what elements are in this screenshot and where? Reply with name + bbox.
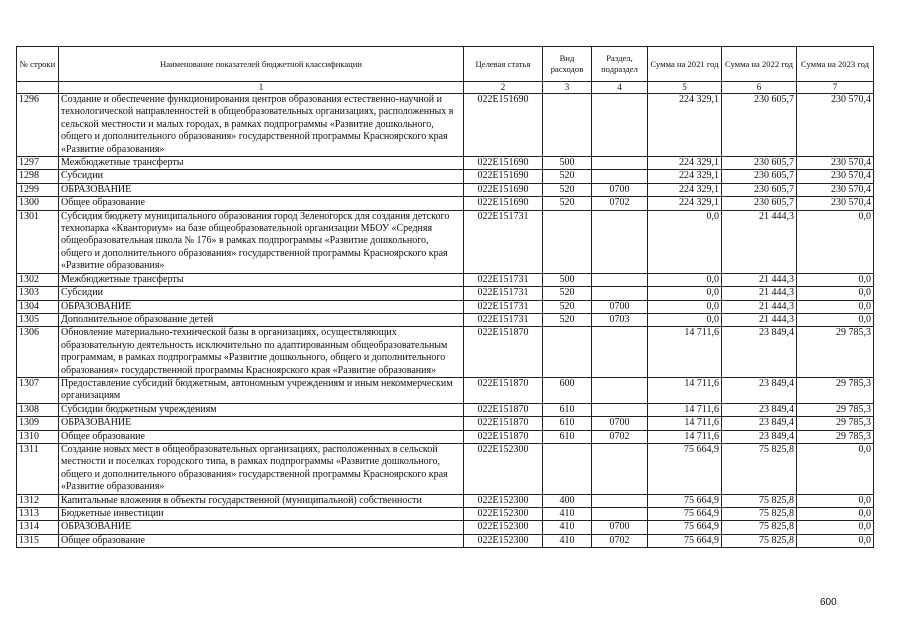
- sum-2022: 75 825,8: [722, 521, 797, 534]
- sum-2022: 230 605,7: [722, 94, 797, 157]
- table-row: [17, 94, 874, 157]
- row-number: 1315: [17, 534, 59, 547]
- indicator-name: Субсидии: [59, 170, 464, 183]
- section-code: [592, 273, 648, 286]
- expense-type: 600: [543, 377, 592, 403]
- section-code: [592, 157, 648, 170]
- indicator-name: ОБРАЗОВАНИЕ: [59, 183, 464, 196]
- expense-type: 410: [543, 508, 592, 521]
- header-section: Раздел, подраздел: [592, 47, 648, 82]
- column-number: 3: [543, 82, 592, 94]
- indicator-name: Субсидии: [59, 287, 464, 300]
- sum-2021: 14 711,6: [648, 403, 722, 416]
- table-row: [17, 300, 874, 313]
- table-row: [17, 377, 874, 403]
- table-row: [17, 157, 874, 170]
- target-article: 022E151690: [464, 157, 543, 170]
- sum-2022: 75 825,8: [722, 494, 797, 507]
- target-article: 022E151870: [464, 430, 543, 443]
- row-number: 1311: [17, 443, 59, 494]
- row-number: 1305: [17, 313, 59, 326]
- sum-2023: 0,0: [797, 287, 874, 300]
- sum-2021: 75 664,9: [648, 508, 722, 521]
- sum-2021: 0,0: [648, 273, 722, 286]
- row-number: 1308: [17, 403, 59, 416]
- header-sum-2023: Сумма на 2023 год: [797, 47, 874, 82]
- sum-2021: 14 711,6: [648, 377, 722, 403]
- column-number-row: [17, 82, 874, 94]
- section-code: 0700: [592, 183, 648, 196]
- sum-2021: 75 664,9: [648, 494, 722, 507]
- table-body: [17, 94, 874, 548]
- sum-2023: 0,0: [797, 300, 874, 313]
- table-row: [17, 443, 874, 494]
- target-article: 022E151731: [464, 273, 543, 286]
- indicator-name: Обновление материально-технической базы в организациях, осуществляющих образовательную деятельность исключительно по адаптированным общеобразовательным программам, в рамках подпрограммы «Развитие дошкольного, общего и дополнительного образования» государственной программы Красноярского края «Развитие образования»: [59, 327, 464, 378]
- expense-type: 520: [543, 313, 592, 326]
- target-article: 022E151731: [464, 300, 543, 313]
- sum-2021: 224 329,1: [648, 197, 722, 210]
- expense-type: 610: [543, 403, 592, 416]
- sum-2021: 0,0: [648, 300, 722, 313]
- header-sum-2022: Сумма на 2022 год: [722, 47, 797, 82]
- row-number: 1310: [17, 430, 59, 443]
- header-sum-2021: Сумма на 2021 год: [648, 47, 722, 82]
- sum-2022: 21 444,3: [722, 313, 797, 326]
- expense-type: 400: [543, 494, 592, 507]
- expense-type: 520: [543, 287, 592, 300]
- sum-2021: 0,0: [648, 210, 722, 273]
- sum-2021: 0,0: [648, 313, 722, 326]
- table-row: [17, 183, 874, 196]
- sum-2023: 0,0: [797, 494, 874, 507]
- column-number: 7: [797, 82, 874, 94]
- section-code: [592, 170, 648, 183]
- sum-2023: 230 570,4: [797, 197, 874, 210]
- budget-table: [16, 46, 874, 548]
- sum-2022: 23 849,4: [722, 430, 797, 443]
- sum-2022: 75 825,8: [722, 508, 797, 521]
- section-code: [592, 494, 648, 507]
- row-number: 1304: [17, 300, 59, 313]
- expense-type: 500: [543, 157, 592, 170]
- section-code: [592, 287, 648, 300]
- expense-type: 610: [543, 417, 592, 430]
- sum-2021: 0,0: [648, 287, 722, 300]
- table-row: [17, 197, 874, 210]
- sum-2023: 0,0: [797, 313, 874, 326]
- section-code: 0703: [592, 313, 648, 326]
- target-article: 022E151690: [464, 183, 543, 196]
- expense-type: [543, 94, 592, 157]
- header-target: Целевая статья: [464, 47, 543, 82]
- sum-2023: 0,0: [797, 521, 874, 534]
- section-code: [592, 508, 648, 521]
- row-number: 1296: [17, 94, 59, 157]
- section-code: 0702: [592, 430, 648, 443]
- target-article: 022E152300: [464, 508, 543, 521]
- sum-2022: 230 605,7: [722, 170, 797, 183]
- sum-2023: 29 785,3: [797, 327, 874, 378]
- table-row: [17, 287, 874, 300]
- target-article: 022E151870: [464, 417, 543, 430]
- target-article: 022E152300: [464, 521, 543, 534]
- sum-2021: 14 711,6: [648, 327, 722, 378]
- table-row: [17, 273, 874, 286]
- expense-type: 500: [543, 273, 592, 286]
- sum-2021: 224 329,1: [648, 170, 722, 183]
- indicator-name: ОБРАЗОВАНИЕ: [59, 521, 464, 534]
- indicator-name: Субсидия бюджету муниципального образования город Зеленогорск для создания детского технопарка «Кванториум» на базе общеобразовательной организации МБОУ «Средняя общеобразовательная школа № 176» в рамках подпрограммы «Развитие дошкольного, общего и дополнительного образования» государственной программы Красноярского края «Развитие образования»: [59, 210, 464, 273]
- target-article: 022E151870: [464, 327, 543, 378]
- sum-2022: 21 444,3: [722, 300, 797, 313]
- indicator-name: Межбюджетные трансферты: [59, 273, 464, 286]
- header-expense-type: Вид расходов: [543, 47, 592, 82]
- section-code: [592, 443, 648, 494]
- sum-2022: 23 849,4: [722, 403, 797, 416]
- target-article: 022E151731: [464, 313, 543, 326]
- table-row: [17, 327, 874, 378]
- sum-2021: 14 711,6: [648, 430, 722, 443]
- row-number: 1303: [17, 287, 59, 300]
- sum-2022: 230 605,7: [722, 197, 797, 210]
- target-article: 022E151731: [464, 287, 543, 300]
- sum-2023: 230 570,4: [797, 170, 874, 183]
- section-code: [592, 327, 648, 378]
- sum-2023: 0,0: [797, 534, 874, 547]
- indicator-name: Создание и обеспечение функционирования центров образования естественно-научной и технологической направленностей в общеобразовательных организациях, расположенных в сельской местности и малых городах, в рамках подпрограммы «Развитие дошкольного, общего и дополнительного образования» государственной программы Красноярского края «Развитие образования»: [59, 94, 464, 157]
- table-row: [17, 534, 874, 547]
- target-article: 022E151870: [464, 403, 543, 416]
- row-number: 1301: [17, 210, 59, 273]
- table-row: [17, 313, 874, 326]
- column-number: 2: [464, 82, 543, 94]
- indicator-name: Межбюджетные трансферты: [59, 157, 464, 170]
- indicator-name: Субсидии бюджетным учреждениям: [59, 403, 464, 416]
- expense-type: [543, 443, 592, 494]
- expense-type: 610: [543, 430, 592, 443]
- indicator-name: ОБРАЗОВАНИЕ: [59, 417, 464, 430]
- indicator-name: Общее образование: [59, 197, 464, 210]
- indicator-name: Капитальные вложения в объекты государственной (муниципальной) собственности: [59, 494, 464, 507]
- table-row: [17, 417, 874, 430]
- target-article: 022E152300: [464, 534, 543, 547]
- column-number: [17, 82, 59, 94]
- sum-2021: 75 664,9: [648, 443, 722, 494]
- indicator-name: ОБРАЗОВАНИЕ: [59, 300, 464, 313]
- sum-2021: 224 329,1: [648, 94, 722, 157]
- sum-2023: 29 785,3: [797, 403, 874, 416]
- sum-2021: 14 711,6: [648, 417, 722, 430]
- sum-2023: 0,0: [797, 443, 874, 494]
- expense-type: [543, 327, 592, 378]
- sum-2023: 0,0: [797, 508, 874, 521]
- sum-2022: 23 849,4: [722, 417, 797, 430]
- column-number: 4: [592, 82, 648, 94]
- sum-2021: 224 329,1: [648, 183, 722, 196]
- indicator-name: Создание новых мест в общеобразовательных организациях, расположенных в сельской местности и поселках городского типа, в рамках подпрограммы «Развитие дошкольного, общего и дополнительного образования» государственной программы Красноярского края «Развитие образования»: [59, 443, 464, 494]
- sum-2023: 0,0: [797, 273, 874, 286]
- header-row-no: № строки: [17, 47, 59, 82]
- indicator-name: Бюджетные инвестиции: [59, 508, 464, 521]
- sum-2023: 29 785,3: [797, 417, 874, 430]
- expense-type: [543, 210, 592, 273]
- sum-2022: 21 444,3: [722, 273, 797, 286]
- expense-type: 410: [543, 534, 592, 547]
- sum-2022: 230 605,7: [722, 157, 797, 170]
- table-row: [17, 403, 874, 416]
- table-row: [17, 430, 874, 443]
- header-row: [17, 47, 874, 82]
- sum-2022: 23 849,4: [722, 327, 797, 378]
- target-article: 022E151870: [464, 377, 543, 403]
- target-article: 022E151731: [464, 210, 543, 273]
- table-row: [17, 170, 874, 183]
- row-number: 1302: [17, 273, 59, 286]
- section-code: 0702: [592, 534, 648, 547]
- row-number: 1297: [17, 157, 59, 170]
- indicator-name: Дополнительное образование детей: [59, 313, 464, 326]
- column-number: 1: [59, 82, 464, 94]
- expense-type: 520: [543, 197, 592, 210]
- row-number: 1300: [17, 197, 59, 210]
- sum-2022: 23 849,4: [722, 377, 797, 403]
- target-article: 022E152300: [464, 494, 543, 507]
- sum-2022: 230 605,7: [722, 183, 797, 196]
- sum-2023: 230 570,4: [797, 94, 874, 157]
- table-row: [17, 494, 874, 507]
- header-name: Наименование показателей бюджетной классификации: [59, 47, 464, 82]
- sum-2023: 230 570,4: [797, 157, 874, 170]
- target-article: 022E151690: [464, 94, 543, 157]
- target-article: 022E151690: [464, 170, 543, 183]
- expense-type: 410: [543, 521, 592, 534]
- table-row: [17, 508, 874, 521]
- row-number: 1307: [17, 377, 59, 403]
- table-row: [17, 210, 874, 273]
- sum-2021: 224 329,1: [648, 157, 722, 170]
- sum-2021: 75 664,9: [648, 534, 722, 547]
- sum-2023: 0,0: [797, 210, 874, 273]
- table-row: [17, 521, 874, 534]
- row-number: 1299: [17, 183, 59, 196]
- column-number: 6: [722, 82, 797, 94]
- target-article: 022E152300: [464, 443, 543, 494]
- section-code: 0702: [592, 197, 648, 210]
- sum-2022: 21 444,3: [722, 287, 797, 300]
- sum-2022: 75 825,8: [722, 443, 797, 494]
- row-number: 1312: [17, 494, 59, 507]
- sum-2023: 230 570,4: [797, 183, 874, 196]
- section-code: 0700: [592, 300, 648, 313]
- section-code: [592, 94, 648, 157]
- row-number: 1313: [17, 508, 59, 521]
- section-code: [592, 403, 648, 416]
- row-number: 1309: [17, 417, 59, 430]
- sum-2022: 75 825,8: [722, 534, 797, 547]
- indicator-name: Предоставление субсидий бюджетным, автономным учреждениям и иным некоммерческим организациям: [59, 377, 464, 403]
- expense-type: 520: [543, 300, 592, 313]
- section-code: 0700: [592, 521, 648, 534]
- indicator-name: Общее образование: [59, 430, 464, 443]
- row-number: 1314: [17, 521, 59, 534]
- sum-2023: 29 785,3: [797, 377, 874, 403]
- target-article: 022E151690: [464, 197, 543, 210]
- row-number: 1306: [17, 327, 59, 378]
- sum-2023: 29 785,3: [797, 430, 874, 443]
- sum-2021: 75 664,9: [648, 521, 722, 534]
- expense-type: 520: [543, 170, 592, 183]
- section-code: [592, 210, 648, 273]
- section-code: 0700: [592, 417, 648, 430]
- page-number: 600: [820, 597, 837, 608]
- sum-2022: 21 444,3: [722, 210, 797, 273]
- indicator-name: Общее образование: [59, 534, 464, 547]
- row-number: 1298: [17, 170, 59, 183]
- expense-type: 520: [543, 183, 592, 196]
- column-number: 5: [648, 82, 722, 94]
- section-code: [592, 377, 648, 403]
